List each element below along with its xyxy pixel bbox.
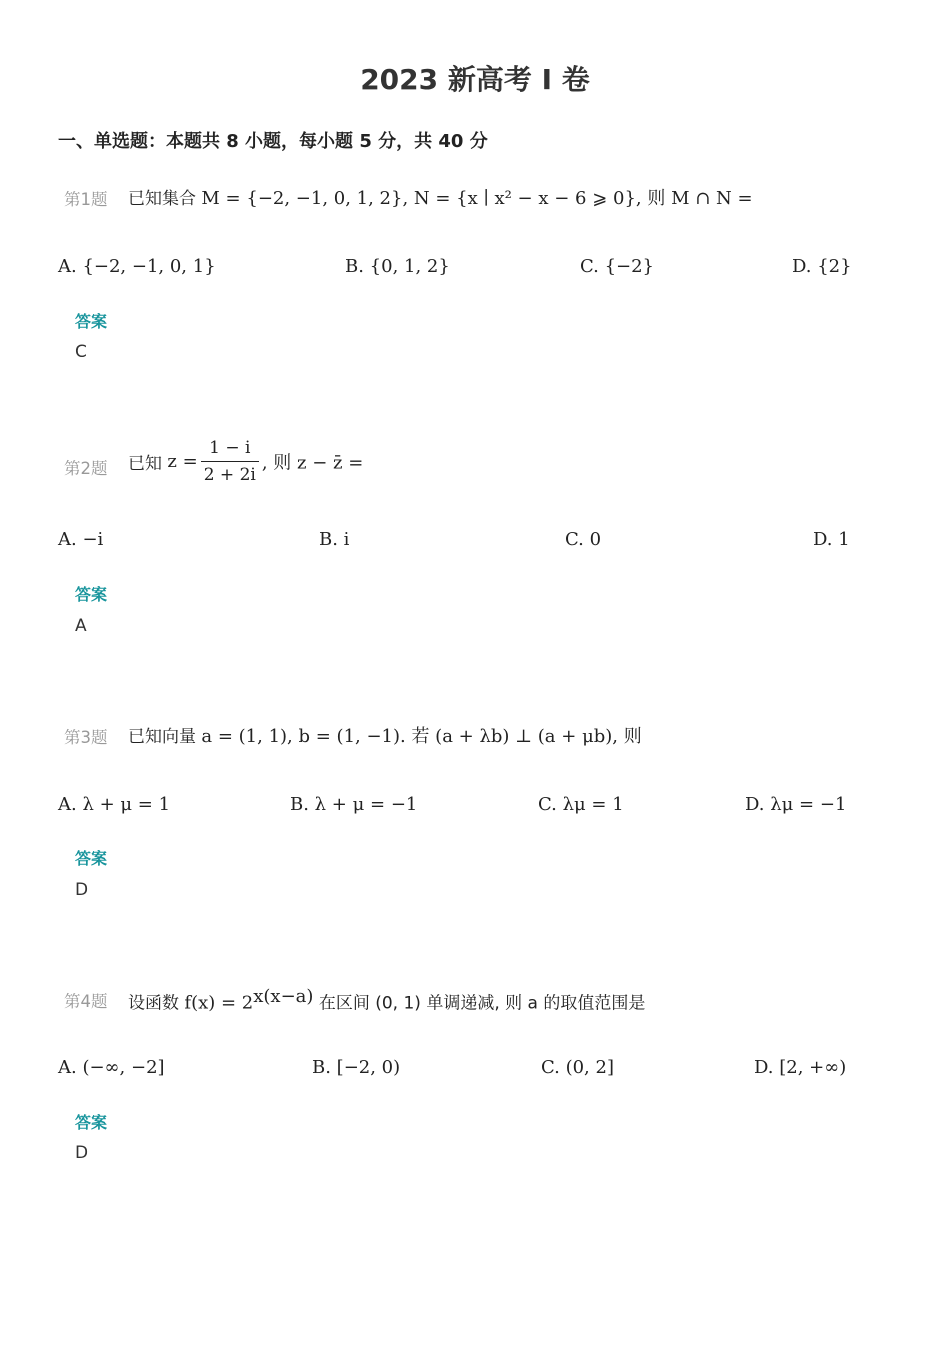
option-a: A. (−∞, −2] [58, 1057, 165, 1078]
option-a: A. −i [58, 529, 104, 550]
option-c: C. λμ = 1 [538, 794, 624, 815]
question-label: 第3题 [64, 728, 108, 747]
question-stem [128, 438, 363, 485]
stem-prefix: 设函数 [128, 993, 179, 1014]
question-stem [128, 722, 642, 748]
option-b: B. [−2, 0) [312, 1057, 401, 1078]
stem-prefix: 已知 [128, 454, 162, 474]
stem-math-right: 在区间 (0, 1) 单调递减, 则 a 的取值范围是 [313, 993, 646, 1014]
option-d: D. 1 [813, 529, 850, 550]
fraction-numerator: 1 − i [201, 438, 259, 462]
page-title: 2023 新高考 I 卷 [360, 63, 590, 96]
answer-value: D [75, 1143, 89, 1163]
answer-value: C [75, 342, 87, 362]
stem-math-left: f(x) = 2 [184, 992, 254, 1014]
stem-prefix: 已知集合 [128, 189, 196, 209]
fraction-denominator: 2 + 2i [203, 465, 256, 485]
question-label: 第4题 [64, 992, 108, 1011]
question-stem [128, 986, 645, 1014]
stem-math: a = (1, 1), b = (1, −1). 若 (a + λb) ⊥ (a + μb), 则 [201, 726, 642, 747]
answer-label: 答案 [75, 312, 108, 331]
section-heading: 一、单选题：本题共 8 小题，每小题 5 分，共 40 分 [58, 131, 488, 152]
question-label: 第1题 [64, 190, 108, 209]
option-d: D. [2, +∞) [754, 1057, 847, 1078]
question-label: 第2题 [64, 459, 108, 478]
stem-math-left: z = [167, 451, 198, 472]
answer-value: A [75, 616, 87, 636]
question-stem [128, 184, 753, 210]
option-c: C. 0 [565, 529, 602, 550]
option-b: B. λ + μ = −1 [290, 794, 418, 815]
stem-prefix: 已知向量 [128, 727, 196, 747]
option-b: B. i [319, 529, 350, 550]
answer-label: 答案 [75, 1113, 108, 1132]
option-b: B. {0, 1, 2} [345, 256, 450, 277]
answer-label: 答案 [75, 849, 108, 868]
option-d: D. {2} [792, 256, 852, 277]
option-d: D. λμ = −1 [745, 794, 847, 815]
option-c: C. {−2} [580, 256, 655, 277]
stem-math: M = {−2, −1, 0, 1, 2}, N = {x ∣ x² − x − 6 ⩾ 0}, 则 M ∩ N = [201, 188, 753, 209]
stem-math-right: , 则 z − z̄ = [261, 452, 364, 474]
answer-value: D [75, 880, 89, 900]
option-a: A. λ + μ = 1 [58, 794, 171, 815]
option-c: C. (0, 2] [541, 1057, 614, 1078]
stem-exponent: x(x−a) [253, 986, 314, 1007]
fraction [201, 438, 259, 485]
option-a: A. {−2, −1, 0, 1} [58, 256, 216, 277]
answer-label: 答案 [75, 585, 108, 604]
